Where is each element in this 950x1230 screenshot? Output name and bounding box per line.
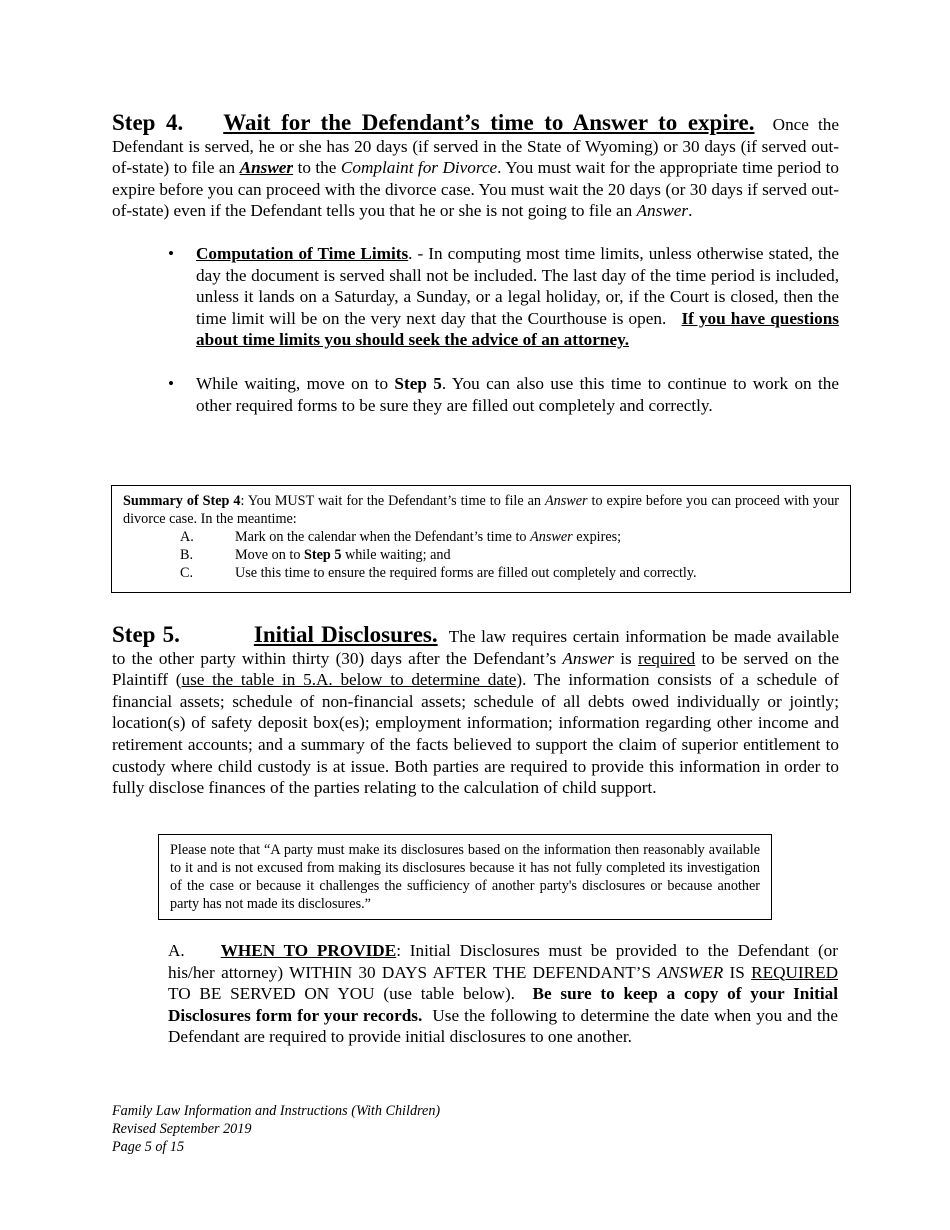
step4-title: Wait for the Defendant’s time to Answer to expire.: [223, 110, 755, 135]
when-bold: Be sure to keep a copy of your Initial Disclosures form for your records.: [168, 984, 839, 1025]
step5-section: [112, 624, 839, 799]
step5-answer: Answer: [562, 648, 614, 668]
time-limits-warning: If you have questions about time limits you should seek the advice of an attorney.: [196, 308, 839, 350]
when-required: REQUIRED: [751, 962, 839, 982]
step5-text: The law requires certain information be made available to the other party within thirty (30) days after the Defendant’s: [112, 627, 839, 668]
step5-title: Initial Disclosures.: [253, 622, 438, 647]
when-letter: A.: [168, 941, 185, 960]
summary-item-a: [123, 528, 839, 546]
while-waiting-text: While waiting, move on to: [196, 373, 389, 393]
bullet-icon: •: [168, 243, 175, 263]
step5-number: Step 5.: [112, 622, 180, 647]
when-text-2: IS: [729, 962, 745, 982]
page-body: [112, 112, 839, 416]
bullet-while-waiting: [112, 373, 839, 416]
step4-number: Step 4.: [112, 110, 184, 135]
while-waiting-step: Step 5: [394, 373, 442, 393]
summary-letter: A.: [180, 529, 194, 545]
footer-page-number: Page 5 of 15: [112, 1139, 185, 1155]
table-reference: use the table in 5.A. below to determine date: [181, 670, 517, 690]
step4-text-2: to the: [297, 158, 337, 178]
step4-answer-2: Answer: [636, 201, 689, 221]
when-answer: ANSWER: [657, 962, 724, 982]
step5-text-2: is: [620, 648, 632, 668]
step4-text: Once the Defendant is served, he or she has 20 days (if served in the State of Wyoming) or 30 days (if served out-of-state) to file an: [112, 115, 840, 178]
page-footer: [112, 1102, 440, 1156]
summary-item-text: Move on to: [235, 547, 301, 563]
disclosure-note-box: Please note that “A party must make its disclosures based on the information then reasonably available to it and is not excused from making its disclosures because it has not fully completed its investigation of the case or because it challenges the sufficiency of another party's disclosures or because another party has not made its disclosures.”: [158, 834, 772, 920]
footer-title: Family Law Information and Instructions (With Children): [112, 1103, 441, 1119]
summary-letter: B.: [180, 547, 194, 563]
summary-answer: Answer: [545, 493, 588, 509]
footer-revised: Revised September 2019: [112, 1121, 252, 1137]
summary-item-text-2: while waiting; and: [344, 547, 451, 563]
time-limits-title: Computation of Time Limits: [196, 243, 409, 263]
while-waiting-text-2: . You can also use this time to continue to work on the other required forms to be sure they are filled out completely and correctly.: [196, 373, 840, 415]
summary-intro: [123, 492, 839, 528]
summary-item-b: [123, 546, 839, 564]
step4-answer: Answer: [239, 158, 294, 178]
step5-text-4: ). The information consists of a schedule of financial assets; schedule of non-financial assets; schedule of all debts owed individually or jointly; location(s) of safety deposit box(es); employment information; information regarding other income and retirement accounts; and a summary of the facts believed to support the claim of superior entitlement to custody where child custody is at issue. Both parties are required to provide this information in order to fully disclose finances of the parties relating to the calculation of child support.: [112, 670, 839, 798]
step5-text-3: to be served on the Plaintiff (: [112, 648, 840, 690]
summary-item-c: [123, 564, 839, 582]
summary-text: : You MUST wait for the Defendant’s time to file an: [240, 493, 542, 509]
step5-required: required: [637, 648, 696, 668]
summary-item-text: Use this time to ensure the required forms are filled out completely and correctly.: [235, 565, 697, 581]
step4-bullets: [112, 243, 839, 416]
step4-text-3: . You must wait for the appropriate time period to expire before you can proceed with the divorce case. You must wait the 20 days (or 30 days if served out-of-state) even if the Defendant tells you that he or she is not going to file an: [112, 158, 840, 221]
summary-item-text-2: expires;: [576, 529, 622, 545]
summary-label: Summary of Step 4: [123, 493, 241, 509]
when-title: WHEN TO PROVIDE: [220, 941, 397, 960]
summary-item-strong: Step 5: [303, 547, 342, 563]
when-text-4: Use the following to determine the date when you and the Defendant are required to provide initial disclosures to one another.: [168, 1005, 839, 1047]
complaint-for-divorce: Complaint for Divorce: [340, 158, 498, 178]
step4-text-4: .: [688, 201, 693, 221]
summary-item-text: Mark on the calendar when the Defendant’s time to: [235, 529, 527, 545]
step5-paragraph: [112, 624, 839, 799]
bullet-time-limits: [112, 243, 839, 351]
when-text-3: TO BE SERVED ON YOU (use table below).: [168, 984, 515, 1004]
when-to-provide-section: [168, 940, 838, 1048]
summary-letter: C.: [180, 565, 194, 581]
when-text: : Initial Disclosures must be provided to the Defendant (or his/her attorney) WITHIN 30 DAYS AFTER THE DEFENDANT’S: [168, 941, 838, 982]
step4-section: [112, 112, 839, 222]
summary-text-2: to expire before you can proceed with your divorce case. In the meantime:: [123, 493, 840, 527]
time-limits-text: . - In computing most time limits, unless otherwise stated, the day the document is served shall not be included. The last day of the time period is included, unless it lands on a Saturday, a Sunday, or a legal holiday, or, if the Court is closed, then the time limit will be on the very next day that the Courthouse is open.: [196, 243, 839, 328]
summary-item-em: Answer: [530, 529, 573, 545]
step4-summary-box: [111, 485, 851, 593]
bullet-icon: •: [168, 373, 175, 393]
